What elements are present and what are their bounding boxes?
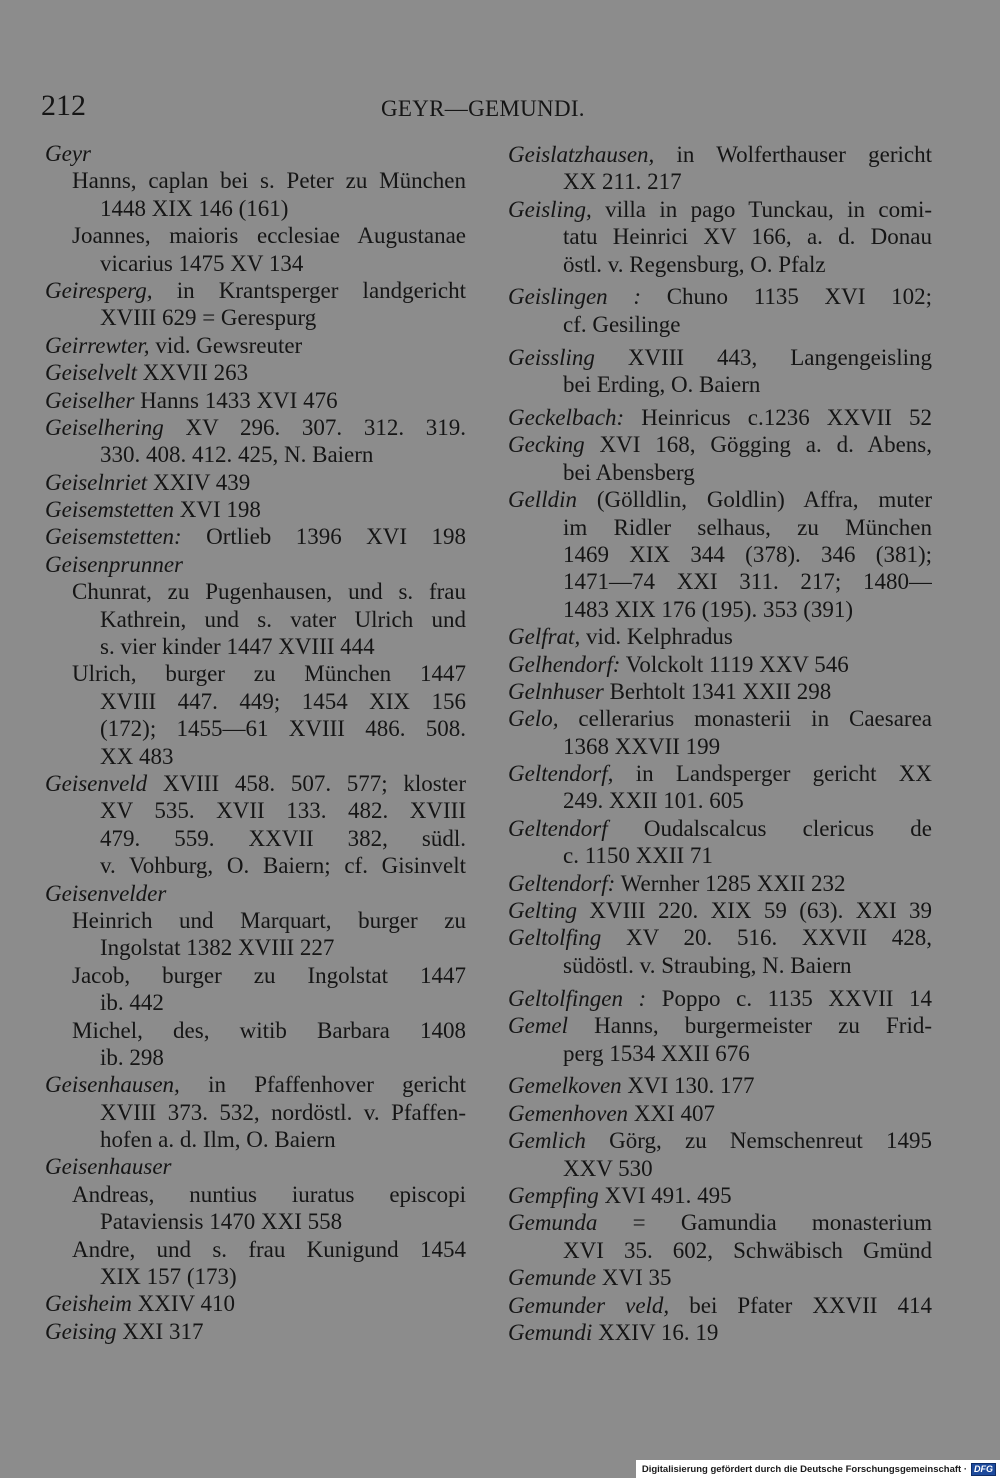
entry-heading: Gemundi: [508, 1319, 593, 1345]
index-line: [508, 1040, 932, 1067]
sub-entry: [45, 1181, 466, 1236]
entry-heading: Gemunde: [508, 1265, 597, 1291]
index-entry: [508, 1182, 932, 1209]
entry-heading: Geirrewter,: [45, 332, 150, 358]
entry-heading: Geisenhausen,: [45, 1072, 180, 1098]
index-line: [508, 568, 932, 595]
running-title: GEYR—GEMUNDI.: [381, 96, 585, 121]
index-line: [45, 1071, 466, 1098]
entry-heading: Geissling: [508, 344, 595, 370]
entry-text: 479. 559. XXVII 382, südl.: [100, 825, 466, 851]
entry-heading: Gelnhuser: [508, 678, 604, 704]
index-entry: [508, 486, 932, 623]
index-line: [45, 277, 466, 304]
entry-heading: Geltolfingen :: [508, 985, 647, 1011]
entry-text: 1469 XIX 344 (378). 346 (381);: [563, 541, 932, 567]
index-line: [45, 523, 466, 550]
index-line: [45, 1290, 466, 1317]
index-line: [508, 1319, 932, 1346]
entry-heading: Geiselvelt: [45, 360, 137, 386]
entry-text: 1483 XIX 176 (195). 353 (391): [563, 596, 854, 622]
page-number: 212: [41, 89, 86, 122]
entry-text: XXIV 439: [152, 469, 251, 495]
entry-text: Kathrein, und s. vater Ulrich und: [100, 606, 466, 632]
index-entry: [508, 870, 932, 897]
index-entry: [45, 469, 466, 496]
entry-text: Pataviensis 1470 XXI 558: [100, 1209, 343, 1235]
index-line: [45, 688, 466, 715]
index-line: [508, 952, 932, 979]
entry-text: s. vier kinder 1447 XVIII 444: [100, 634, 375, 660]
index-entry: [508, 651, 932, 678]
entry-heading: Geyr: [45, 141, 91, 166]
entry-text: XVI 198: [179, 497, 261, 523]
index-line: [508, 311, 932, 338]
index-line: [508, 431, 932, 458]
index-line: [45, 1017, 466, 1044]
entry-text: vicarius 1475 XV 134: [100, 250, 304, 276]
entry-text: in Wolferthauser gericht: [676, 142, 932, 167]
entry-text: 1471—74 XXI 311. 217; 1480—: [563, 569, 932, 595]
index-line: [45, 606, 466, 633]
entry-text: XVIII 629 = Gerespurg: [100, 305, 317, 331]
entry-text: Oudalscalcus clericus de: [643, 815, 932, 841]
index-entry: [45, 414, 466, 469]
index-line: [508, 541, 932, 568]
index-line: [508, 985, 932, 1012]
index-line: [45, 469, 466, 496]
index-entry: [45, 880, 466, 1072]
entry-text: östl. v. Regensburg, O. Pfalz: [563, 251, 826, 277]
entry-heading: Gemunda: [508, 1210, 598, 1236]
index-entry: [45, 1153, 466, 1290]
index-line: [508, 870, 932, 897]
index-line: [508, 344, 932, 371]
digitization-credit-bar: [636, 1460, 1000, 1478]
entry-text: Andre, und s. frau Kunigund 1454: [72, 1236, 466, 1262]
entry-heading: Geckelbach:: [508, 405, 625, 431]
index-line: [508, 1127, 932, 1154]
index-line: [45, 441, 466, 468]
index-line: [508, 623, 932, 650]
entry-text: XXVII 263: [142, 360, 249, 386]
entry-text: v. Vohburg, O. Baiern; cf. Gisinvelt: [100, 853, 466, 879]
index-line: [508, 760, 932, 787]
index-line: [45, 1263, 466, 1290]
index-line: [45, 1181, 466, 1208]
index-line: [45, 551, 466, 578]
entry-heading: Geising: [45, 1318, 117, 1344]
index-entry: [508, 283, 932, 338]
entry-text: in Landsperger gericht XX: [635, 761, 932, 787]
entry-text: XX 483: [100, 743, 174, 769]
sub-entry: [45, 1236, 466, 1291]
entry-text: villa in pago Tunckau, in comi-: [605, 196, 932, 222]
index-entry: [45, 770, 466, 880]
index-line: [45, 1044, 466, 1071]
entry-text: perg 1534 XXII 676: [563, 1040, 750, 1066]
entry-heading: Gemunder veld,: [508, 1292, 670, 1318]
footer-credit: Digitalisierung gefördert durch die Deutsche Forschungsgemeinschaft ·: [641, 1463, 967, 1475]
entry-text: 330. 408. 412. 425, N. Baiern: [100, 442, 374, 468]
index-line: [508, 596, 932, 623]
entry-heading: Geislatzhausen,: [508, 142, 655, 167]
entry-text: Wernher 1285 XXII 232: [620, 870, 846, 896]
entry-text: XXV 530: [563, 1155, 653, 1181]
index-line: [45, 934, 466, 961]
index-entry: [45, 551, 466, 770]
entry-text: XVIII 220. XIX 59 (63). XXI 39: [589, 898, 932, 924]
entry-text: Görg, zu Nemschenreut 1495: [609, 1128, 932, 1154]
index-entry: [508, 623, 932, 650]
entry-text: (Gölldlin, Goldlin) Affra, muter: [596, 487, 932, 513]
entry-text: bei Abensberg: [563, 459, 695, 485]
entry-text: in Krantsperger landgericht: [176, 277, 466, 303]
entry-text: vid. Gewsreuter: [155, 332, 303, 358]
entry-text: XV 20. 516. XXVII 428,: [625, 925, 932, 951]
entry-heading: Gelhendorf:: [508, 651, 621, 677]
entry-text: c. 1150 XXII 71: [563, 843, 713, 869]
entry-heading: Geiselher: [45, 387, 135, 413]
entry-text: XX 211. 217: [563, 169, 682, 195]
entry-text: XVIII 443, Langengeisling: [627, 344, 932, 370]
index-line: [508, 1264, 932, 1291]
index-line: [508, 1155, 932, 1182]
entry-text: = Gamundia monasterium: [632, 1210, 932, 1236]
index-line: [508, 459, 932, 486]
index-line: [45, 907, 466, 934]
entry-text: cf. Gesilinge: [563, 311, 681, 337]
index-line: [45, 359, 466, 386]
index-line: [45, 1236, 466, 1263]
entry-heading: Gemelkoven: [508, 1073, 622, 1099]
index-line: [45, 250, 466, 277]
index-line: [45, 167, 466, 194]
index-line: [508, 678, 932, 705]
index-entry: [508, 1072, 932, 1099]
index-line: [508, 924, 932, 951]
index-column-left: [45, 140, 466, 1345]
index-entry: [45, 496, 466, 523]
entry-text: XVI 35: [601, 1265, 672, 1291]
entry-text: südöstl. v. Straubing, N. Baiern: [563, 952, 852, 978]
index-line: [508, 1237, 932, 1264]
index-column-right: [508, 141, 932, 1346]
index-line: [508, 514, 932, 541]
entry-text: XXIV 410: [137, 1291, 235, 1317]
index-entry: [508, 141, 932, 196]
entry-text: Hanns, caplan bei s. Peter zu München: [72, 168, 466, 194]
entry-text: tatu Heinrici XV 166, a. d. Donau: [563, 224, 932, 250]
index-line: [45, 195, 466, 222]
index-line: [45, 1318, 466, 1345]
index-line: [45, 1099, 466, 1126]
index-entry: [45, 1290, 466, 1317]
index-entry: [508, 1209, 932, 1264]
entry-heading: Geisemstetten: [45, 497, 175, 523]
index-line: [45, 1208, 466, 1235]
entry-text: im Ridler selhaus, zu München: [563, 514, 932, 540]
entry-text: ib. 298: [100, 1044, 164, 1070]
index-line: [45, 222, 466, 249]
entry-text: Heinrich und Marquart, burger zu: [72, 907, 466, 933]
index-entry: [508, 1319, 932, 1346]
entry-text: Chuno 1135 XVI 102;: [666, 284, 932, 310]
index-line: [508, 141, 932, 168]
entry-text: Volckolt 1119 XXV 546: [625, 651, 849, 677]
index-line: [508, 196, 932, 223]
entry-text: (172); 1455—61 XVIII 486. 508.: [100, 716, 466, 742]
index-entry: [508, 1012, 932, 1067]
index-line: [508, 1292, 932, 1319]
index-entry: [508, 1100, 932, 1127]
entry-text: XVI 35. 602, Schwäbisch Gmünd: [563, 1237, 932, 1263]
index-entry: [508, 431, 932, 486]
entry-heading: Geiselnriet: [45, 469, 148, 495]
index-line: [45, 715, 466, 742]
sub-entry: [45, 222, 466, 277]
entry-text: Hanns 1433 XVI 476: [140, 387, 338, 413]
dfg-logo: DFG: [971, 1463, 996, 1476]
entry-heading: Geiresperg,: [45, 277, 153, 303]
entry-heading: Geisling,: [508, 196, 592, 222]
entry-text: 1368 XXVII 199: [563, 733, 721, 759]
entry-text: XIX 157 (173): [100, 1264, 237, 1290]
index-line: [508, 1012, 932, 1039]
index-line: [45, 1126, 466, 1153]
index-line: [45, 797, 466, 824]
index-entry: [508, 344, 932, 399]
entry-text: XXI 407: [633, 1100, 715, 1126]
index-line: [508, 787, 932, 814]
index-line: [45, 660, 466, 687]
index-line: [508, 842, 932, 869]
sub-entry: [45, 660, 466, 770]
entry-text: Michel, des, witib Barbara 1408: [72, 1017, 466, 1043]
entry-heading: Gempfing: [508, 1182, 599, 1208]
entry-text: in Pfaffenhover gericht: [208, 1072, 466, 1098]
index-entry: [45, 277, 466, 332]
index-entry: [508, 1264, 932, 1291]
entry-heading: Gemel: [508, 1013, 569, 1039]
index-line: [508, 223, 932, 250]
sub-entry: [45, 167, 466, 222]
entry-text: 249. XXII 101. 605: [563, 788, 744, 814]
sub-entry: [45, 578, 466, 660]
index-entry: [508, 985, 932, 1012]
index-line: [45, 332, 466, 359]
entry-heading: Gecking: [508, 432, 585, 458]
entry-text: Andreas, nuntius iuratus episcopi: [72, 1181, 466, 1207]
entry-heading: Gemenhoven: [508, 1100, 629, 1126]
index-line: [508, 1182, 932, 1209]
entry-text: XVIII 373. 532, nordöstl. v. Pfaffen-: [100, 1099, 466, 1125]
entry-text: Joannes, maioris ecclesiae Augustanae: [72, 223, 466, 249]
index-entry: [508, 678, 932, 705]
index-line: [508, 486, 932, 513]
entry-heading: Geisheim: [45, 1291, 132, 1317]
entry-text: XV 296. 307. 312. 319.: [185, 414, 466, 440]
index-line: [45, 140, 466, 167]
entry-text: Ortlieb 1396 XVI 198: [206, 524, 466, 550]
index-line: [508, 651, 932, 678]
entry-text: XVI 168, Gögging a. d. Abens,: [599, 432, 932, 458]
entry-text: XXI 317: [122, 1318, 204, 1344]
index-entry: [508, 404, 932, 431]
index-line: [45, 880, 466, 907]
index-entry: [45, 359, 466, 386]
index-entry: [508, 924, 932, 979]
entry-heading: Geisenvelder: [45, 880, 167, 906]
entry-text: XV 535. XVII 133. 482. XVIII: [100, 798, 466, 824]
index-entry: [508, 1127, 932, 1182]
entry-text: XVIII 458. 507. 577; kloster: [162, 770, 466, 796]
index-entry: [508, 760, 932, 815]
entry-text: Jacob, burger zu Ingolstat 1447: [72, 962, 466, 988]
index-entry: [508, 897, 932, 924]
index-line: [45, 989, 466, 1016]
entry-heading: Geisenveld: [45, 770, 148, 796]
index-line: [508, 168, 932, 195]
index-line: [508, 1209, 932, 1236]
index-line: [508, 897, 932, 924]
index-line: [45, 496, 466, 523]
index-line: [45, 304, 466, 331]
index-entry: [45, 387, 466, 414]
entry-text: hofen a. d. Ilm, O. Baiern: [100, 1127, 336, 1153]
sub-entry: [45, 1017, 466, 1072]
entry-text: bei Pfater XXVII 414: [689, 1292, 932, 1318]
entry-text: XXIV 16. 19: [598, 1319, 719, 1345]
entry-heading: Gemlich: [508, 1128, 586, 1154]
entry-text: vid. Kelphradus: [585, 624, 733, 650]
entry-heading: Geisemstetten:: [45, 524, 182, 550]
index-line: [508, 733, 932, 760]
entry-heading: Geltendorf,: [508, 761, 614, 787]
index-line: [45, 387, 466, 414]
index-line: [45, 852, 466, 879]
index-line: [45, 1153, 466, 1180]
index-line: [508, 705, 932, 732]
entry-heading: Geisenprunner: [45, 551, 183, 577]
index-line: [508, 1072, 932, 1099]
entry-heading: Geltendorf: [508, 815, 608, 841]
entry-text: XVI 130. 177: [627, 1073, 755, 1099]
entry-heading: Gelting: [508, 898, 577, 924]
index-line: [508, 283, 932, 310]
entry-text: Ulrich, burger zu München 1447: [72, 661, 466, 687]
index-line: [508, 1100, 932, 1127]
sub-entry: [45, 962, 466, 1017]
index-line: [45, 414, 466, 441]
index-entry: [508, 705, 932, 760]
entry-text: Chunrat, zu Pugenhausen, und s. frau: [72, 579, 466, 605]
index-line: [45, 578, 466, 605]
entry-heading: Gelfrat,: [508, 624, 581, 650]
entry-text: Berhtolt 1341 XXII 298: [609, 678, 832, 704]
index-line: [45, 743, 466, 770]
index-entry: [45, 140, 466, 277]
entry-text: Heinricus c.1236 XXVII 52: [641, 405, 932, 431]
index-entry: [508, 815, 932, 870]
index-line: [45, 633, 466, 660]
entry-heading: Geiselhering: [45, 414, 164, 440]
index-entry: [45, 523, 466, 550]
index-line: [508, 404, 932, 431]
entry-text: 1448 XIX 146 (161): [100, 195, 289, 221]
index-line: [508, 251, 932, 278]
index-entry: [508, 1292, 932, 1319]
index-line: [45, 962, 466, 989]
index-entry: [45, 332, 466, 359]
index-line: [508, 815, 932, 842]
index-line: [45, 770, 466, 797]
index-line: [45, 825, 466, 852]
entry-text: Hanns, burgermeister zu Frid-: [594, 1013, 932, 1039]
entry-heading: Geisenhauser: [45, 1154, 172, 1180]
index-entry: [45, 1318, 466, 1345]
index-entry: [508, 196, 932, 278]
entry-text: cellerarius monasterii in Caesarea: [578, 706, 932, 732]
entry-text: XVIII 447. 449; 1454 XIX 156: [100, 688, 466, 714]
entry-text: Ingolstat 1382 XVIII 227: [100, 935, 335, 961]
entry-text: XVI 491. 495: [604, 1182, 732, 1208]
sub-entry: [45, 907, 466, 962]
entry-text: Poppo c. 1135 XXVII 14: [661, 985, 932, 1011]
entry-text: ib. 442: [100, 990, 164, 1016]
entry-text: bei Erding, O. Baiern: [563, 372, 761, 398]
entry-heading: Geltolfing: [508, 925, 602, 951]
index-entry: [45, 1071, 466, 1153]
entry-heading: Gelldin: [508, 487, 577, 513]
entry-heading: Geislingen :: [508, 284, 641, 310]
index-line: [508, 371, 932, 398]
entry-heading: Geltendorf:: [508, 870, 616, 896]
entry-heading: Gelo,: [508, 706, 559, 732]
